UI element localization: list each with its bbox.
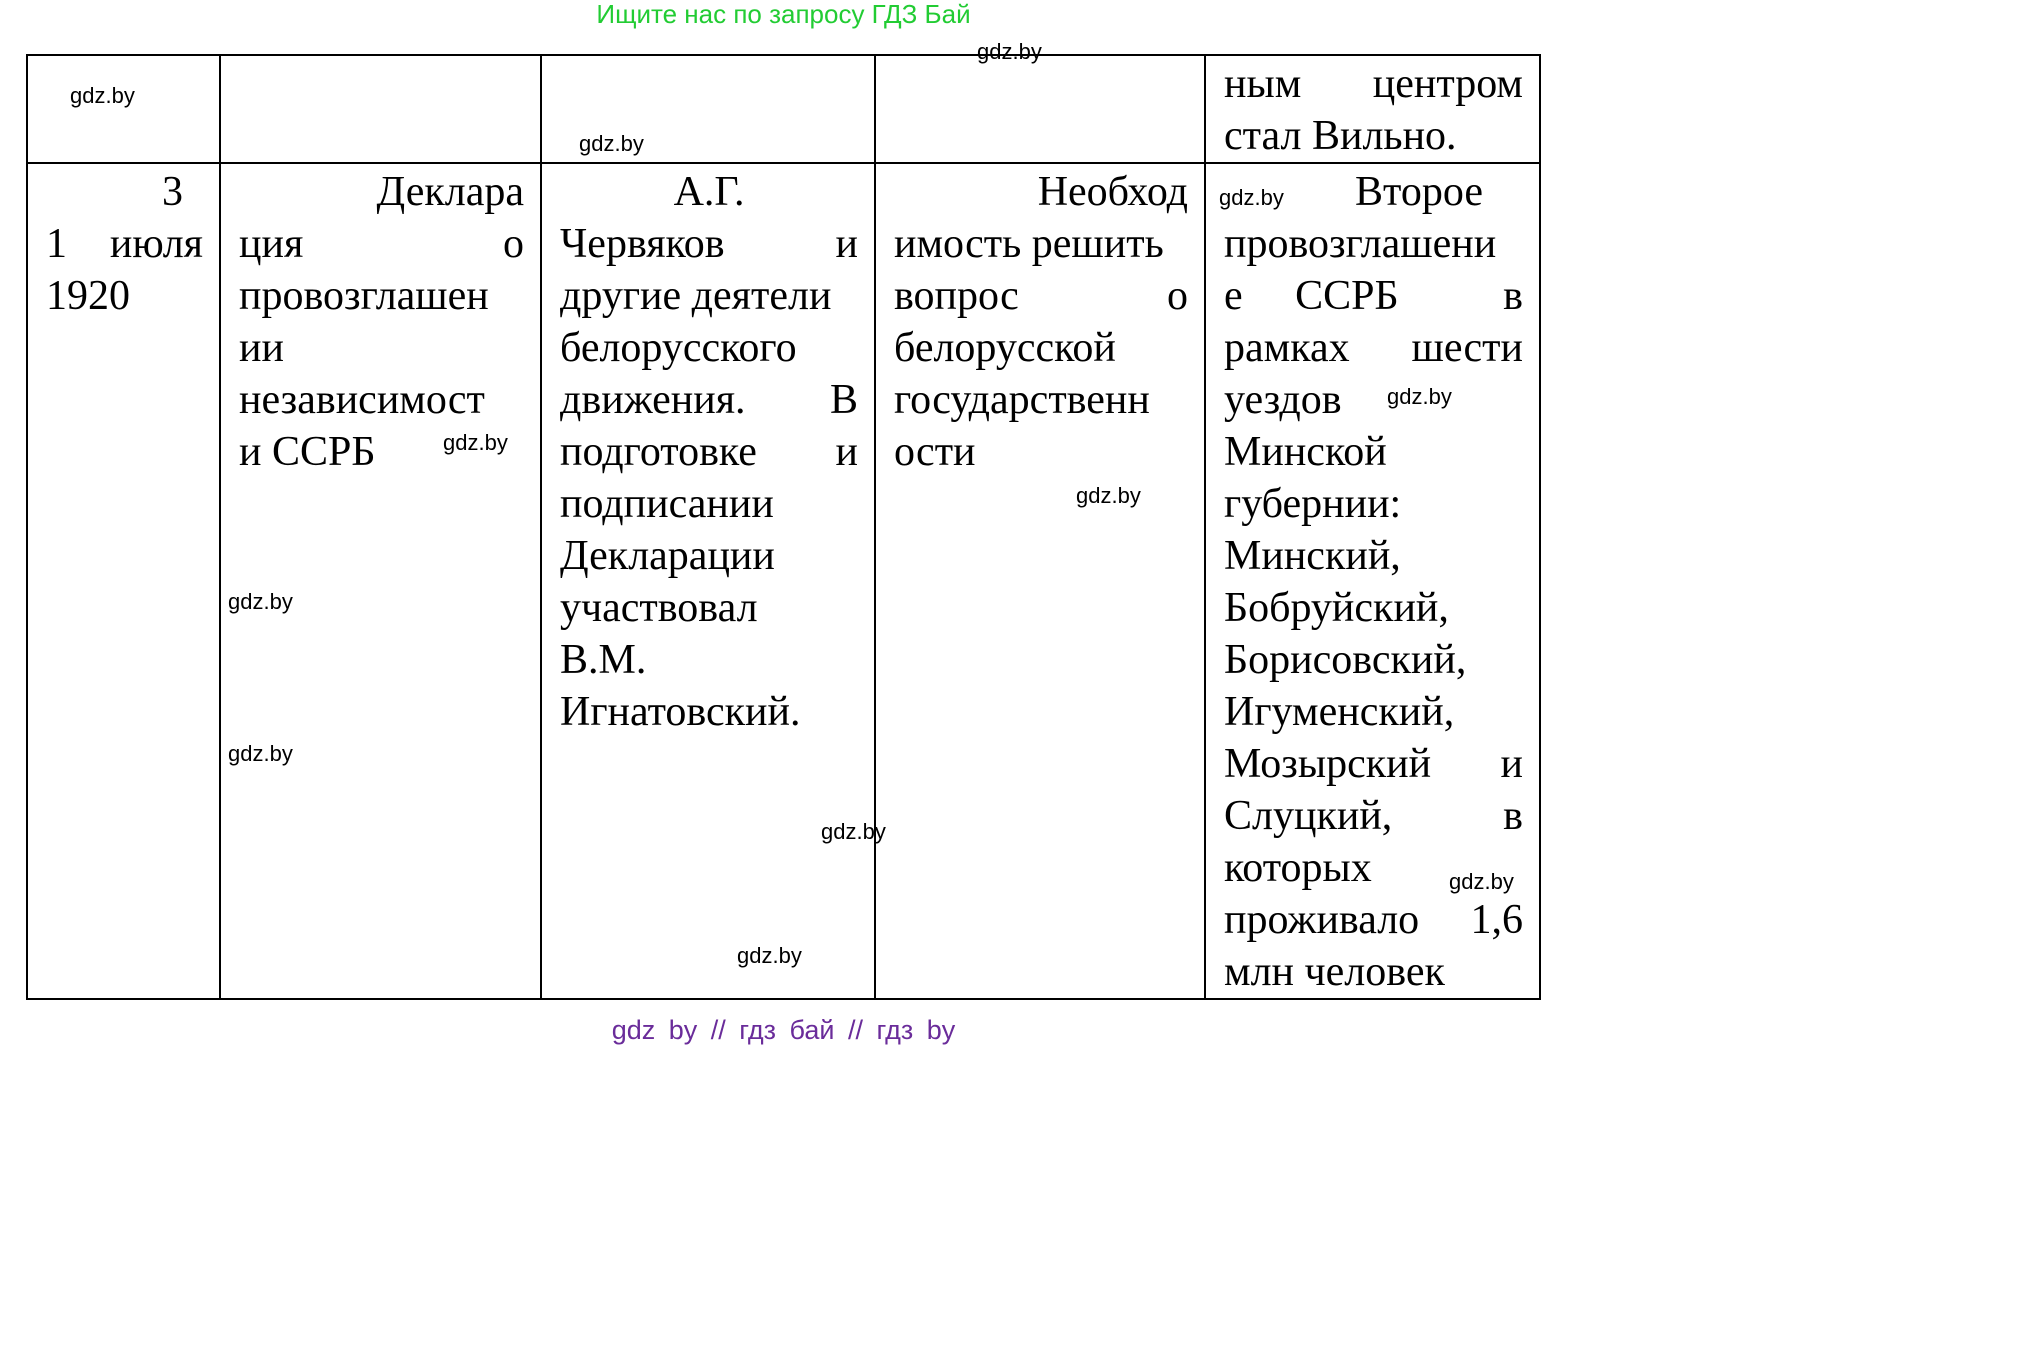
cell-text: и ССРБ [239,429,376,475]
cell-text: Декларации [560,533,775,579]
cell-participants [541,163,875,999]
watermark: gdz.by [1387,384,1452,409]
footer-links: gdz by // гдз бай // гдз by [611,1015,956,1045]
watermark: gdz.by [70,83,135,108]
cell-text: е ССРБ в [1224,273,1523,319]
cell-date [27,55,220,163]
cell-results [1205,55,1540,163]
cell-text: Мозырский и [1224,741,1523,787]
cell-text: ным центром стал Вильно. [1224,61,1523,159]
cell-text: вопрос о [894,273,1188,319]
watermark: gdz.by [977,39,1042,64]
cell-text: млн человек [1224,949,1445,995]
cell-text: Игнатовский. [560,689,801,735]
cell-text: провозглашени [1224,221,1497,267]
cell-text: подписании [560,481,774,527]
cell-text: 3 [162,169,183,215]
cell-reasons [875,55,1205,163]
watermark: gdz.by [1219,185,1284,210]
watermark: gdz.by [228,589,293,614]
cell-text: другие деятели [560,273,832,319]
cell-date [27,163,220,999]
cell-text: белорусской [894,325,1116,371]
cell-text: движения. В [560,377,858,423]
cell-text: белорусского [560,325,797,371]
cell-text: участвовал [560,585,758,631]
watermark: gdz.by [1076,483,1141,508]
cell-text: ости [894,429,976,475]
cell-text: провозглашен [239,273,489,319]
cell-text: проживало 1,6 [1224,897,1523,943]
cell-text: независимост [239,377,485,423]
cell-text: 1920 [46,273,130,319]
cell-text: В.М. [560,637,647,683]
cell-text: Минский, [1224,533,1401,579]
cell-text: ии [239,325,284,371]
cell-text: Второе [1355,169,1483,215]
cell-text: 1 июля [46,221,203,267]
cell-text: Минской [1224,429,1387,475]
cell-text: ция о [239,221,524,267]
cell-text: Слуцкий, в [1224,793,1523,839]
cell-text: Червяков и [560,221,858,267]
cell-text: Борисовский, [1224,637,1467,683]
cell-text: Бобруйский, [1224,585,1449,631]
table-row [27,55,1540,163]
top-banner: Ищите нас по запросу ГДЗ Бай [596,0,971,29]
cell-text: имость решить [894,221,1164,267]
cell-text: Деклара [376,169,524,215]
cell-text: уездов [1224,377,1342,423]
cell-text: рамках шести [1224,325,1523,371]
cell-text: Игуменский, [1224,689,1455,735]
cell-text: государственн [894,377,1150,423]
watermark: gdz.by [821,819,886,844]
cell-event [220,163,541,999]
table-row [27,163,1540,999]
cell-reasons [875,163,1205,999]
cell-text: губернии: [1224,481,1402,527]
watermark: gdz.by [579,131,644,156]
cell-text: которых [1224,845,1372,891]
cell-text: подготовке и [560,429,858,475]
history-table [26,54,1541,1000]
watermark: gdz.by [737,943,802,968]
cell-event [220,55,541,163]
watermark: gdz.by [1449,869,1514,894]
cell-text: А.Г. [673,169,745,215]
watermark: gdz.by [443,430,508,455]
cell-text: Необход [1037,169,1188,215]
watermark: gdz.by [228,741,293,766]
